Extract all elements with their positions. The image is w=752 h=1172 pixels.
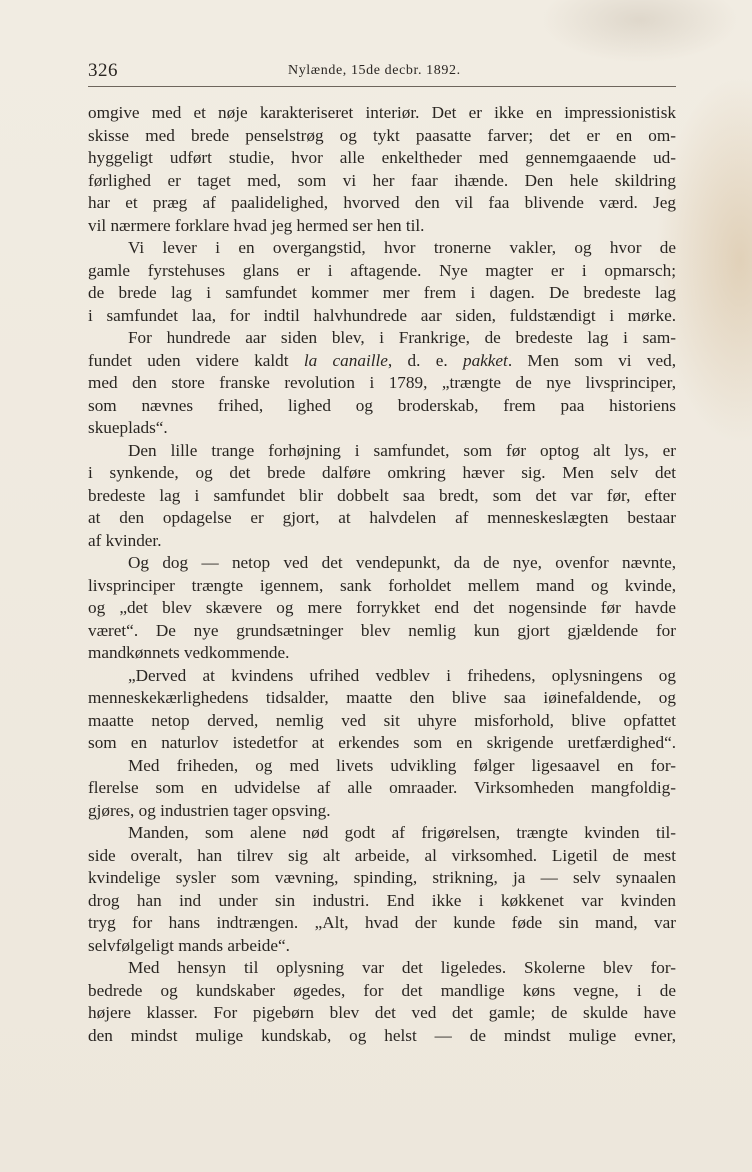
italic-term: pakket [462, 350, 508, 370]
text-line: Den lille trange forhøjning i samfundet, som før optog alt lys, er [128, 440, 676, 460]
text-line: som nævnes frihed, lighed og broderskab, frem paa historiens [88, 395, 676, 415]
text-line: vil nærmere forklare hvad jeg hermed ser hen til. [88, 215, 425, 235]
paragraph-7 [88, 755, 676, 823]
text-run: fundet uden videre kaldt [88, 350, 289, 370]
text-line: den mindst mulige kundskab, og helst — de mindst mulige evner, [88, 1025, 676, 1045]
text-line: bredeste lag i samfundet blir dobbelt saa bredt, som det var før, efter [88, 485, 676, 505]
text-line: som en naturlov istedetfor at erkendes som en skrigende uretfærdighed“. [88, 733, 676, 752]
text-line: Vi lever i en overgangstid, hvor tronerne vakler, og hvor de [128, 238, 676, 257]
page-header [88, 60, 676, 86]
paragraph-9 [88, 957, 676, 1047]
text-line: højere klasser. For pigebørn blev det ved det gamle; de skulde have [88, 1003, 676, 1022]
text-line: at den opdagelse er gjort, at halvdelen af menneskeslægten bestaar [88, 508, 676, 527]
text-line: livsprinciper trængte igennem, sank forholdet mellem mand og kvinde, [88, 575, 676, 595]
text-line: været“. De nye grundsætninger blev nemlig kun gjort gjældende for [88, 620, 676, 640]
text-line: i synkende, og det brede dalføre omkring hæver sig. Men selv det [88, 463, 676, 482]
text-line: de brede lag i samfundet kommer mer frem i dagen. De bredeste lag [88, 283, 676, 302]
text-line: Manden, som alene nød godt af frigørelsen, trængte kvinden til- [128, 823, 676, 842]
body-text [88, 102, 676, 1047]
text-line: mandkønnets vedkommende. [88, 643, 290, 662]
italic-term: la canaille [303, 350, 388, 370]
paragraph-1 [88, 102, 676, 237]
paragraph-6 [88, 665, 676, 755]
text-line: skueplads“. [88, 418, 168, 437]
text-line: Og dog — netop ved det vendepunkt, da de nye, ovenfor nævnte, [128, 553, 676, 572]
text-line: „Derved at kvindens ufrihed vedblev i frihedens, oplysningens og [128, 665, 676, 685]
text-line: gamle fyrstehuses glans er i aftagende. Nye magter er i opmarsch; [88, 260, 676, 280]
text-line: Med friheden, og med livets udvikling følger ligesaavel en for- [128, 755, 676, 775]
text-line: selvfølgeligt mands arbeide“. [88, 935, 290, 955]
text-line: førlighed er taget med, som vi her faar ihænde. Den hele skildring [88, 170, 676, 190]
text-line: og „det blev skævere og mere forrykket end det nogensinde før havde [88, 598, 676, 617]
text-run: , d. e. [387, 350, 448, 370]
header-rule [88, 86, 676, 87]
page-number: 326 [88, 60, 118, 81]
text-line: kvindelige sysler som vævning, spinding, strikning, ja — selv synaalen [88, 868, 676, 887]
text-line: maatte netop derved, nemlig ved sit uhyre misforhold, blive opfattet [88, 710, 676, 730]
text-line: skisse med brede penselstrøg og tykt paasatte farver; det er en om- [88, 125, 676, 145]
text-line: omgive med et nøje karakteriseret interiør. Det er ikke en impressionistisk [88, 103, 676, 122]
text-run: . Men som vi ved, [507, 350, 676, 370]
running-title: Nylænde, 15de decbr. 1892. [288, 63, 461, 78]
text-line: side overalt, han tilrev sig alt arbeide, al virksomhed. Ligetil de mest [88, 845, 676, 865]
paragraph-5 [88, 552, 676, 665]
paragraph-3 [88, 327, 676, 440]
text-line: har et præg af paalidelighed, hvorved den vil faa blivende værd. Jeg [88, 193, 676, 212]
text-line: af kvinder. [88, 530, 162, 550]
text-line: drog han ind under sin industri. End ikke i køkkenet var kvinden [88, 890, 676, 910]
text-line: bedrede og kundskaber øgedes, for det mandlige køns vegne, i de [88, 980, 676, 1000]
text-line: For hundrede aar siden blev, i Frankrige, de bredeste lag i sam- [128, 328, 676, 347]
paragraph-2 [88, 237, 676, 327]
text-line: menneskekærlighedens tidsalder, maatte den blive saa iøinefaldende, og [88, 688, 676, 707]
text-line: med den store franske revolution i 1789, „trængte de nye livsprinciper, [88, 373, 676, 392]
paragraph-4 [88, 440, 676, 553]
text-line: hyggeligt udført studie, hvor alle enkeltheder med gennemgaaende ud- [88, 148, 676, 167]
text-line: Med hensyn til oplysning var det ligeledes. Skolerne blev for- [128, 958, 676, 977]
paragraph-8 [88, 822, 676, 957]
text-line: gjøres, og industrien tager opsving. [88, 800, 331, 820]
text-line: i samfundet laa, for indtil halvhundrede aar siden, fuldstændigt i mørke. [88, 305, 676, 325]
text-line: flerelse som en udvidelse af alle omraader. Virksomheden mangfoldig- [88, 778, 676, 797]
text-line-mixed [88, 350, 676, 373]
text-line: tryg for hans indtrængen. „Alt, hvad der kunde føde sin mand, var [88, 913, 676, 932]
